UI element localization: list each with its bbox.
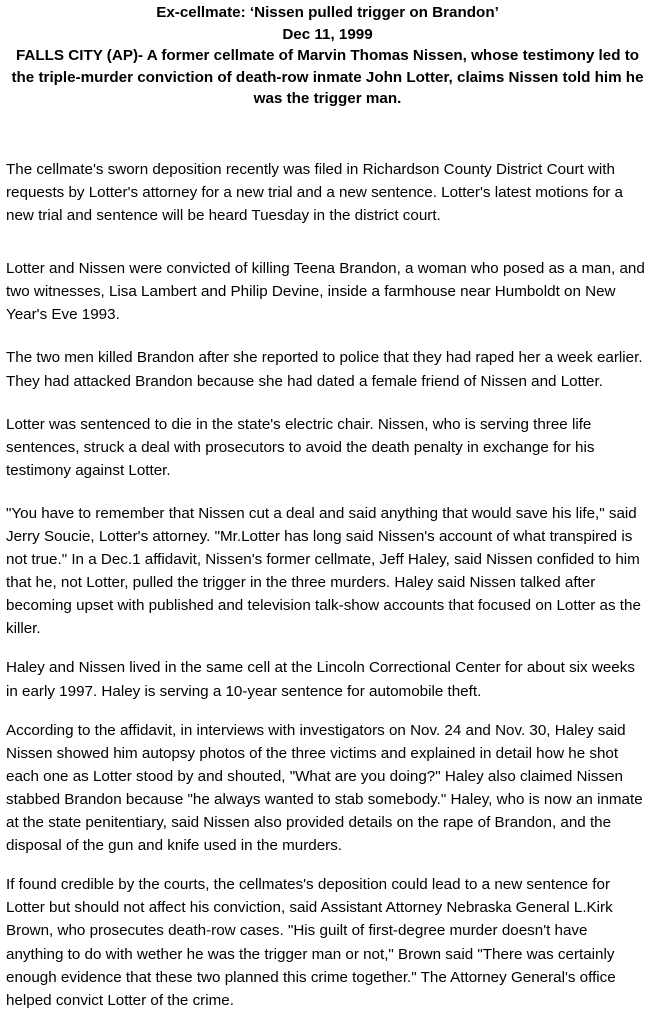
paragraph-gap [6,640,649,656]
paragraph-gap [6,482,649,502]
article-paragraph: "You have to remember that Nissen cut a deal and said anything that would save his life," said Jerry Soucie, Lotter's attorney. "Mr.Lotter has long said Nissen's account of what transpired is not true." In a Dec.1 affidavit, Nissen's former cellmate, Jeff Haley, said Nissen confided to him that he, not Lotter, pulled the trigger in the three murders. Haley said Nissen talked after becoming upset with published and television talk-show accounts that focused on Lotter as the killer. [6,504,641,638]
paragraph-gap [6,326,649,346]
article-paragraph: Haley and Nissen lived in the same cell at the Lincoln Correctional Center for about six weeks in early 1997. Haley is serving a 10-year sentence for automobile theft. [6,659,635,700]
article-paragraph: The cellmate's sworn deposition recently was filed in Richardson County District Court with requests by Lotter's attorney for a new trial and a new sentence. Lotter's latest motions for a new trial and sentence will be heard Tuesday in the district court. [6,160,623,225]
article-paragraph: According to the affidavit, in interviews with investigators on Nov. 24 and Nov. 30, Haley said Nissen showed him autopsy photos of the three victims and explained in detail how he shot each one as Lotter stood by and shouted, "What are you doing?" Haley also claimed Nissen stabbed Brandon because "he always wanted to stab somebody." Haley, who is now an inmate at the state penitentiary, said Nissen also provided details on the rape of Brandon, and the disposal of the gun and knife used in the murders. [6,721,643,855]
article-lede: FALLS CITY (AP)- A former cellmate of Marvin Thomas Nissen, whose testimony led to the triple-murder conviction of death-row inmate John Lotter, claims Nissen told him he was the trigger man. [11,47,644,108]
article-paragraph: If found credible by the courts, the cellmates's deposition could lead to a new sentence for Lotter but should not affect his conviction, said Assistant Attorney Nebraska General L.Kirk Brown, who prosecutes death-row cases. "His guilt of first-degree murder doesn't have anything to do with wether he was the trigger man or not," Brown said "There was certainly enough evidence that these two planned this crime together." The Attorney General's office helped convict Lotter of the crime. [6,876,616,1009]
paragraph-gap [6,857,649,873]
paragraph-gap [6,393,649,413]
page-title: Ex-cellmate: ‘Nissen pulled trigger on Brandon’ [156,4,499,21]
header-body-spacer [6,110,649,158]
article-paragraph: Lotter was sentenced to die in the state's electric chair. Nissen, who is serving three life sentences, struck a deal with prosecutors to avoid the death penalty in exchange for his testimony against Lotter. [6,415,595,479]
article-header [6,0,649,110]
article-date: Dec 11, 1999 [282,25,373,43]
paragraph-gap [6,227,649,257]
article-paragraph: Lotter and Nissen were convicted of killing Teena Brandon, a woman who posed as a man, and two witnesses, Lisa Lambert and Philip Devine, inside a farmhouse near Humboldt on New Year's Eve 1993. [6,260,645,324]
article-paragraph: The two men killed Brandon after she reported to police that they had raped her a week earlier. They had attacked Brandon because she had dated a female friend of Nissen and Lotter. [6,349,643,390]
paragraph-gap [6,703,649,719]
